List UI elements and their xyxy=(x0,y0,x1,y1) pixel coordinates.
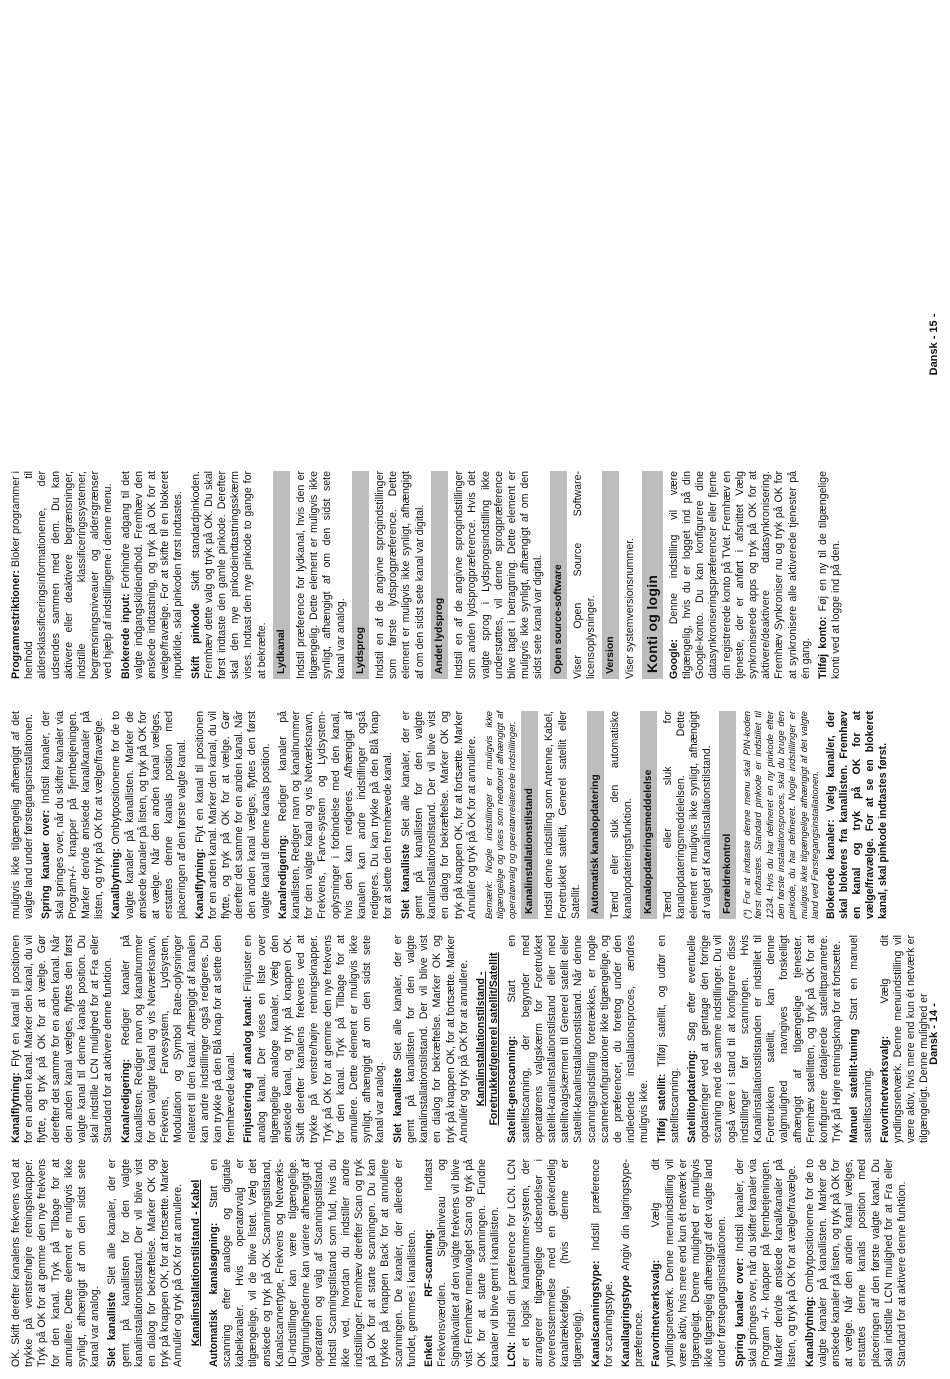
page-15 xyxy=(0,0,950,689)
page-number: Dansk - 15 - xyxy=(928,313,940,376)
paragraph: Viser systemversionsnummer. xyxy=(624,537,637,679)
section-bar-large: Konti og login xyxy=(642,471,663,679)
section-bar: Version xyxy=(602,471,619,679)
page14-column-2 xyxy=(10,934,931,1143)
paragraph: Kanalflytning: Flyt en kanal til positionen for en anden kanal. Marker den kanal, du vil flytte, og tryk på OK for at vælge. Gør derefter det samme for en anden kanal. Når den anden kanal vælges, flyttes den først valgte kanal til denne kanals position. xyxy=(193,711,272,919)
note: Bemærk: Nogle indstillinger er muligvis ikke tilgængelige og vises som nedtonet afhængigt af operatørvalg og operatørrelaterede indstillinger. xyxy=(482,711,517,919)
section-heading: Kanalinstallationstilstand - Foretrukket/generel satellit/Satellit xyxy=(474,952,501,1126)
paragraph: Kanalbytning: Ombytpositionerne for de to valgte kanaler på kanallisten. Marker de ønskede kanaler på listen, og tryk på OK for at vælge. Når den anden kanal vælges, erstattes denne kanals position med placeringen af den første valgte kanal. xyxy=(110,711,189,919)
paragraph: Tilføj konto: Føj en ny til de tilgængelige konti ved at logge ind på den. xyxy=(816,471,843,679)
paragraph: Satellitopdatering: Søg efter eventuelle opdateringer ved at gentage den forrige scanning med de samme indstillinger. Du vil også være i stand til at konfigurere disse indstillinger før scanningen. Hvis Kanalinstallationstilstanden er indstillet til Foretrukken satellit, kan denne valgmulighed navngives forskelligt afhængigt af tilgængelige tjenester. Fremhæv satellitten, og tryk på OK for at konfigurere detaljerede satellitparametre. Tryk på Højre retningsknap for at fortsætte. xyxy=(685,935,844,1143)
section-bar: Automatisk kanalopdatering xyxy=(587,711,604,919)
paragraph: Tilføj satellit: Tilføj satellit, og udfør en satellitscanning. xyxy=(655,934,681,1143)
paragraph: Indstil denne indstilling som Antenne, Kabel, Foretrukket satellit, Generel satellit eller Satellit. xyxy=(543,711,582,919)
paragraph: Slet kanalliste Slet alle kanaler, der er gemt på kanallisten for den valgte kanalinstallationstilstand. Der vil blive vist en dialog for bekræftelse. Marker OK og tryk på knappen OK, for at fortsætte. Marker Annullér og tryk på OK for at annullere. xyxy=(391,935,470,1143)
page14-column-3 xyxy=(10,711,910,919)
paragraph: Kanalredigering: Rediger kanaler på kanallisten. Rediger navn og kanalnummer for den valgte kanal og vis Netværksnavn, Frekvens, Farvesystem, Lydsystem, Modulation og Symbol Rate-oplysninger relateret til den kanal. Afhængigt af kanalen kan andre indstillinger også redigeres. Du kan trykke på den Blå knap for at slette den fremhævede kanal. xyxy=(119,935,238,1143)
paragraph: Favoritnetværksvalg: Vælg dit yndlingsnetværk. Denne menuindstilling vil være aktiv, hvis mere end kun ét netværk er tilgængeligt. Denne mulighed er xyxy=(878,935,931,1143)
paragraph: Kanalscanningstype: Indstil præference for scanningstype. xyxy=(589,1159,615,1367)
section-bar: Lydsprog xyxy=(352,471,369,679)
term: Slet kanalliste xyxy=(106,1292,119,1367)
note: (*) For at indtaste denne menu skal PIN-koden først indtastes. Standard pinkode er indstillet til 1234. Hvis du har defineret en ny pinkode efter den første installationsproces, skal du bruge den pinkode, du har defineret. Nogle indstillinger er muligvis ikke tilgængelige afhængigt af det valgte land ved Førstegangsinstallationen. xyxy=(740,711,821,919)
paragraph: Satellit-genscanning: Start en satellitscanning, der begynder med operatørens valgskærm for Foretrukket satellit-kanalinstallationstilstand eller med satellitvalgskærmen til Generel satellit eller Satellit-kanalinstallationstilstand. Når denne scanningsindstilling foretrækkes, er nogle scannerkonfigurationer ikke tilgængelige, og de præferencer, du foretog under den indledende installationsproces, ændres muligvis ikke. xyxy=(506,935,651,1143)
page-number: Dansk - 14 - xyxy=(928,1003,940,1065)
paragraph: Kanalflytning: Flyt en kanal til positionen for en anden kanal. Marker den kanal, du vil flytte, og tryk på OK for at vælge. Gør derefter det samme for en anden kanal. Når den anden kanal vælges, flyttes den først valgte kanal til denne kanals position. Du skal indstille LCN mulighed for at Fra eller Standard for at aktivere denne funktion. xyxy=(10,935,115,1143)
paragraph: Kanallagringstype Angiv din lagringstype-præference. xyxy=(619,1159,646,1367)
paragraph: Slet kanalliste Slet alle kanaler, der er gemt på kanallisten for den valgte kanalinstallationstilstand. Der vil blive vist en dialog for bekræftelse. Marker OK og tryk på knappen OK, for at fortsætte. Marker Annullér og tryk på OK for at annullere. xyxy=(106,1159,185,1367)
paragraph: Indstil en af de angivne sprogindstillinger som anden lydsprogpræference. Hvis det valgte sprog i Lydsprogsindstilling ikke understøttes, vil denne sprogpræference blive taget i betragtning. Dette element er muligvis ikke synligt, afhængigt af om den sidst sete kanal var digital. xyxy=(453,471,545,679)
paragraph: LCN: Indstil din præference for LCN. LCN er et logisk kanalnummer-system, der arrangerer tilgængelige udsendelser i overensstemmelse med en genkendelig kanalrækkefølge, (hvis denne er tilgængelig). xyxy=(506,1159,585,1367)
paragraph: Indstil en af de angivne sprogindstillinger som første lydsprogpræference. Dette element er muligvis ikke synligt, afhængigt af om den sidst sete kanal var digital. xyxy=(374,471,426,679)
paragraph: Spring kanaler over: Indstil kanaler, der skal springes over, når du skifter kanaler via Program +/- knapper på fjernbetjeningen. Marker den/de ønskede kanal/kanaler på listen, og tryk på OK for at vælge/fravælge. xyxy=(733,1159,799,1367)
paragraph: Blokerede kanaler: Vælg kanal/er, der skal blokeres fra kanallisten. Fremhæv en kanal og tryk på OK for at vælge/fravælge. For at se en blokeret kanal, skal pinkode indtastes først. xyxy=(824,711,890,919)
paragraph: Finjustering af analog kanal: Finjuster en analog kanal. Der vises en liste over tilgængelige analoge kanaler. Vælg den ønskede kanal, og tryk på knappen OK. Skift derefter kanalens frekvens ved at trykke på venstre/højre retningsknapper. Tryk på OK for at gemme den nye frekvens for den kanal. Tryk på Tilbage for at annullere. Dette element er muligvis ikke synligt, afhængigt af om den sidst sete kanal var analog. xyxy=(242,935,387,1143)
paragraph: Skift pinkode Skift standardpinkoden. Fremhæv dette valg og tryk på OK. Du skal først indtaste den gamle pinkode. Derefter skal den nye pinkodeindtastningsskærm vises. Indtast den nye pinkode to gange for at bekræfte. xyxy=(189,471,268,679)
page14-column-1 xyxy=(10,1159,910,1367)
paragraph: OK. Skift derefter kanalens frekvens ved at trykke på venstre/højre retningsknapper. Tryk på OK for at gemme den nye frekvens for den kanal. Tryk på Tilbage for at annullere. Dette element er muligvis ikke synligt, afhængigt af om den sidst sete kanal var analog. xyxy=(10,1159,102,1367)
page15-column-1 xyxy=(10,471,910,679)
paragraph: Enkelt RF-scanning: Indtast Frekvensværdien. Signalniveau og Signalkvalitet af den valgte frekvens vil blive vist. Fremhæv menuvalget Scan og tryk på OK for at starte scanningen. Fundne kanaler vil blive gemt i kanallisten. xyxy=(423,1158,502,1367)
paragraph: Blokerede input: Forhindre adgang til det valgte indgangskildeindhold. Fremhæv den ønskede indtastning, og tryk på OK for at vælge/fravælge. For at skifte til en blokeret inputkilde, skal pinkoden først indtastes. xyxy=(119,471,185,679)
paragraph: Tænd eller sluk den automatiske kanalopdateringsfunktion. xyxy=(609,711,635,919)
section-heading: Kanalinstallationstilstand - Kabel xyxy=(189,1179,202,1347)
section-bar: Andet lydsprog xyxy=(431,471,448,679)
paragraph: Automatisk kanalsøgning: Start en scanning efter analoge og digitale kabelkanaler. Hvis operatørvalg er tilgængelige, vil de blive listet. Vælg det ønskede og tryk på OK. Scanningstilstand, Kanalscannertype, Frekvens og Netværks-ID-indstillinger kan være tilgængelige. Valgmulighederne kan variere afhængigt af operatøren og valg af Scanningstilstand. Indstil Scanningstilstand som fuld, hvis du ikke ved, hvordan du indstiller andre indstillinger. Fremhæv derefter Scan og tryk på OK for at starte scanningen. Du kan trykke på knappen Back for at annullere scanningen. De kanaler, der allerede er fundet, gemmes i kanallisten. xyxy=(207,1158,418,1367)
paragraph: Viser Open Source Software-licensoplysninger. xyxy=(571,471,597,679)
paragraph: Kanalbytning: Ombytpositionerne for de to valgte kanaler på kanallisten. Marker de ønskede kanaler på listen, og tryk på OK for at vælge. Når den anden kanal vælges, erstattes denne kanals position med placeringen af den første valgte kanal. Du skal indstille LCN mulighed for at Fra eller Standard for at aktivere denne funktion. xyxy=(803,1159,908,1367)
paragraph: Google: Denne indstilling vil være tilgængelig, hvis du er logget ind på din Google-konto. Du kan konfigurere dine datasynkroniseringspræferencer eller fjerne din registrerede konto på TVet. Fremhæv en tjeneste, der er anført i afsnittet Vælg synkroniserede apps og tryk på OK for at aktivere/deaktivere datasynkronisering. Fremhæv Synkroniser nu og tryk på OK for at synkronisere alle aktiverede tjenester på én gang. xyxy=(667,471,812,679)
paragraph: Spring kanaler over: Indstil kanaler, der skal springes over, når du skifter kanaler via Program+/- knapper på fjernbetjeningen. Marker den/de ønskede kanal/kanaler på listen, og tryk på OK for at vælge/fravælge. xyxy=(40,711,106,919)
paragraph: Programrestriktioner: Bloker programmer i henhold til aldersklassificeringsinformationerne, der udsendes sammen med dem. Du kan aktivere eller deaktivere begrænsninger, indstille klassificeringssystemer, begrænsningsniveauer og aldersgrænser ved hjælp af indstillingerne i denne menu. xyxy=(10,471,115,679)
section-bar: Open source-software xyxy=(550,471,567,679)
paragraph: Tænd eller sluk for kanalopdateringsmeddelelsen. Dette element er muligvis ikke synligt, afhængigt af valget af Kanalinstallationstilstand. xyxy=(661,711,714,919)
paragraph: Manuel satellit-tuning Start en manuel satellitscanning. xyxy=(848,935,874,1143)
paragraph: Slet kanalliste Slet alle kanaler, der er gemt på kanallisten for den valgte kanalinstallationstilstand. Der vil blive vist en dialog for bekræftelse. Marker OK og tryk på knappen OK, for at fortsætte. Marker Annullér og tryk på OK for at annullere. xyxy=(399,711,478,919)
section-bar: Kanalopdateringsmeddelelse xyxy=(640,711,657,919)
paragraph: Kanalredigering: Rediger kanaler på kanallisten. Rediger navn og kanalnummer for den valgte kanal og vis Netværksnavn, Frekvens, Farve-system og Lydsystem-oplysninger i forbindelse med den kanal, hvis den kan redigeres. Afhængigt af kanalen kan andre indstillinger også redigeres. Du kan trykke på den Blå knap for at slette den fremhævede kanal. xyxy=(276,711,395,919)
paragraph: Indstil præference for lydkanal, hvis den er tilgængelig. Dette element er muligvis ikke synligt, afhængigt af om den sidst sete kanal var analog. xyxy=(295,471,347,679)
paragraph: muligvis ikke tilgængelig afhængigt af det valgte land under førstegangsinstallationen. xyxy=(10,711,36,919)
section-bar: Forældrekontrol xyxy=(719,711,736,919)
section-bar: Kanalinstallationstilstand xyxy=(521,711,538,919)
section-bar: Lydkanal xyxy=(273,471,290,679)
paragraph: Favoritnetværksvalg: Vælg dit yndlingsnetværk. Denne menuindstilling vil være aktiv, hvis mere end kun ét netværk er tilgængeligt. Denne mulighed er muligvis ikke tilgængelig afhængigt af det valgte land under førstegangsinstallationen. xyxy=(650,1159,729,1367)
page-14 xyxy=(0,689,950,1379)
